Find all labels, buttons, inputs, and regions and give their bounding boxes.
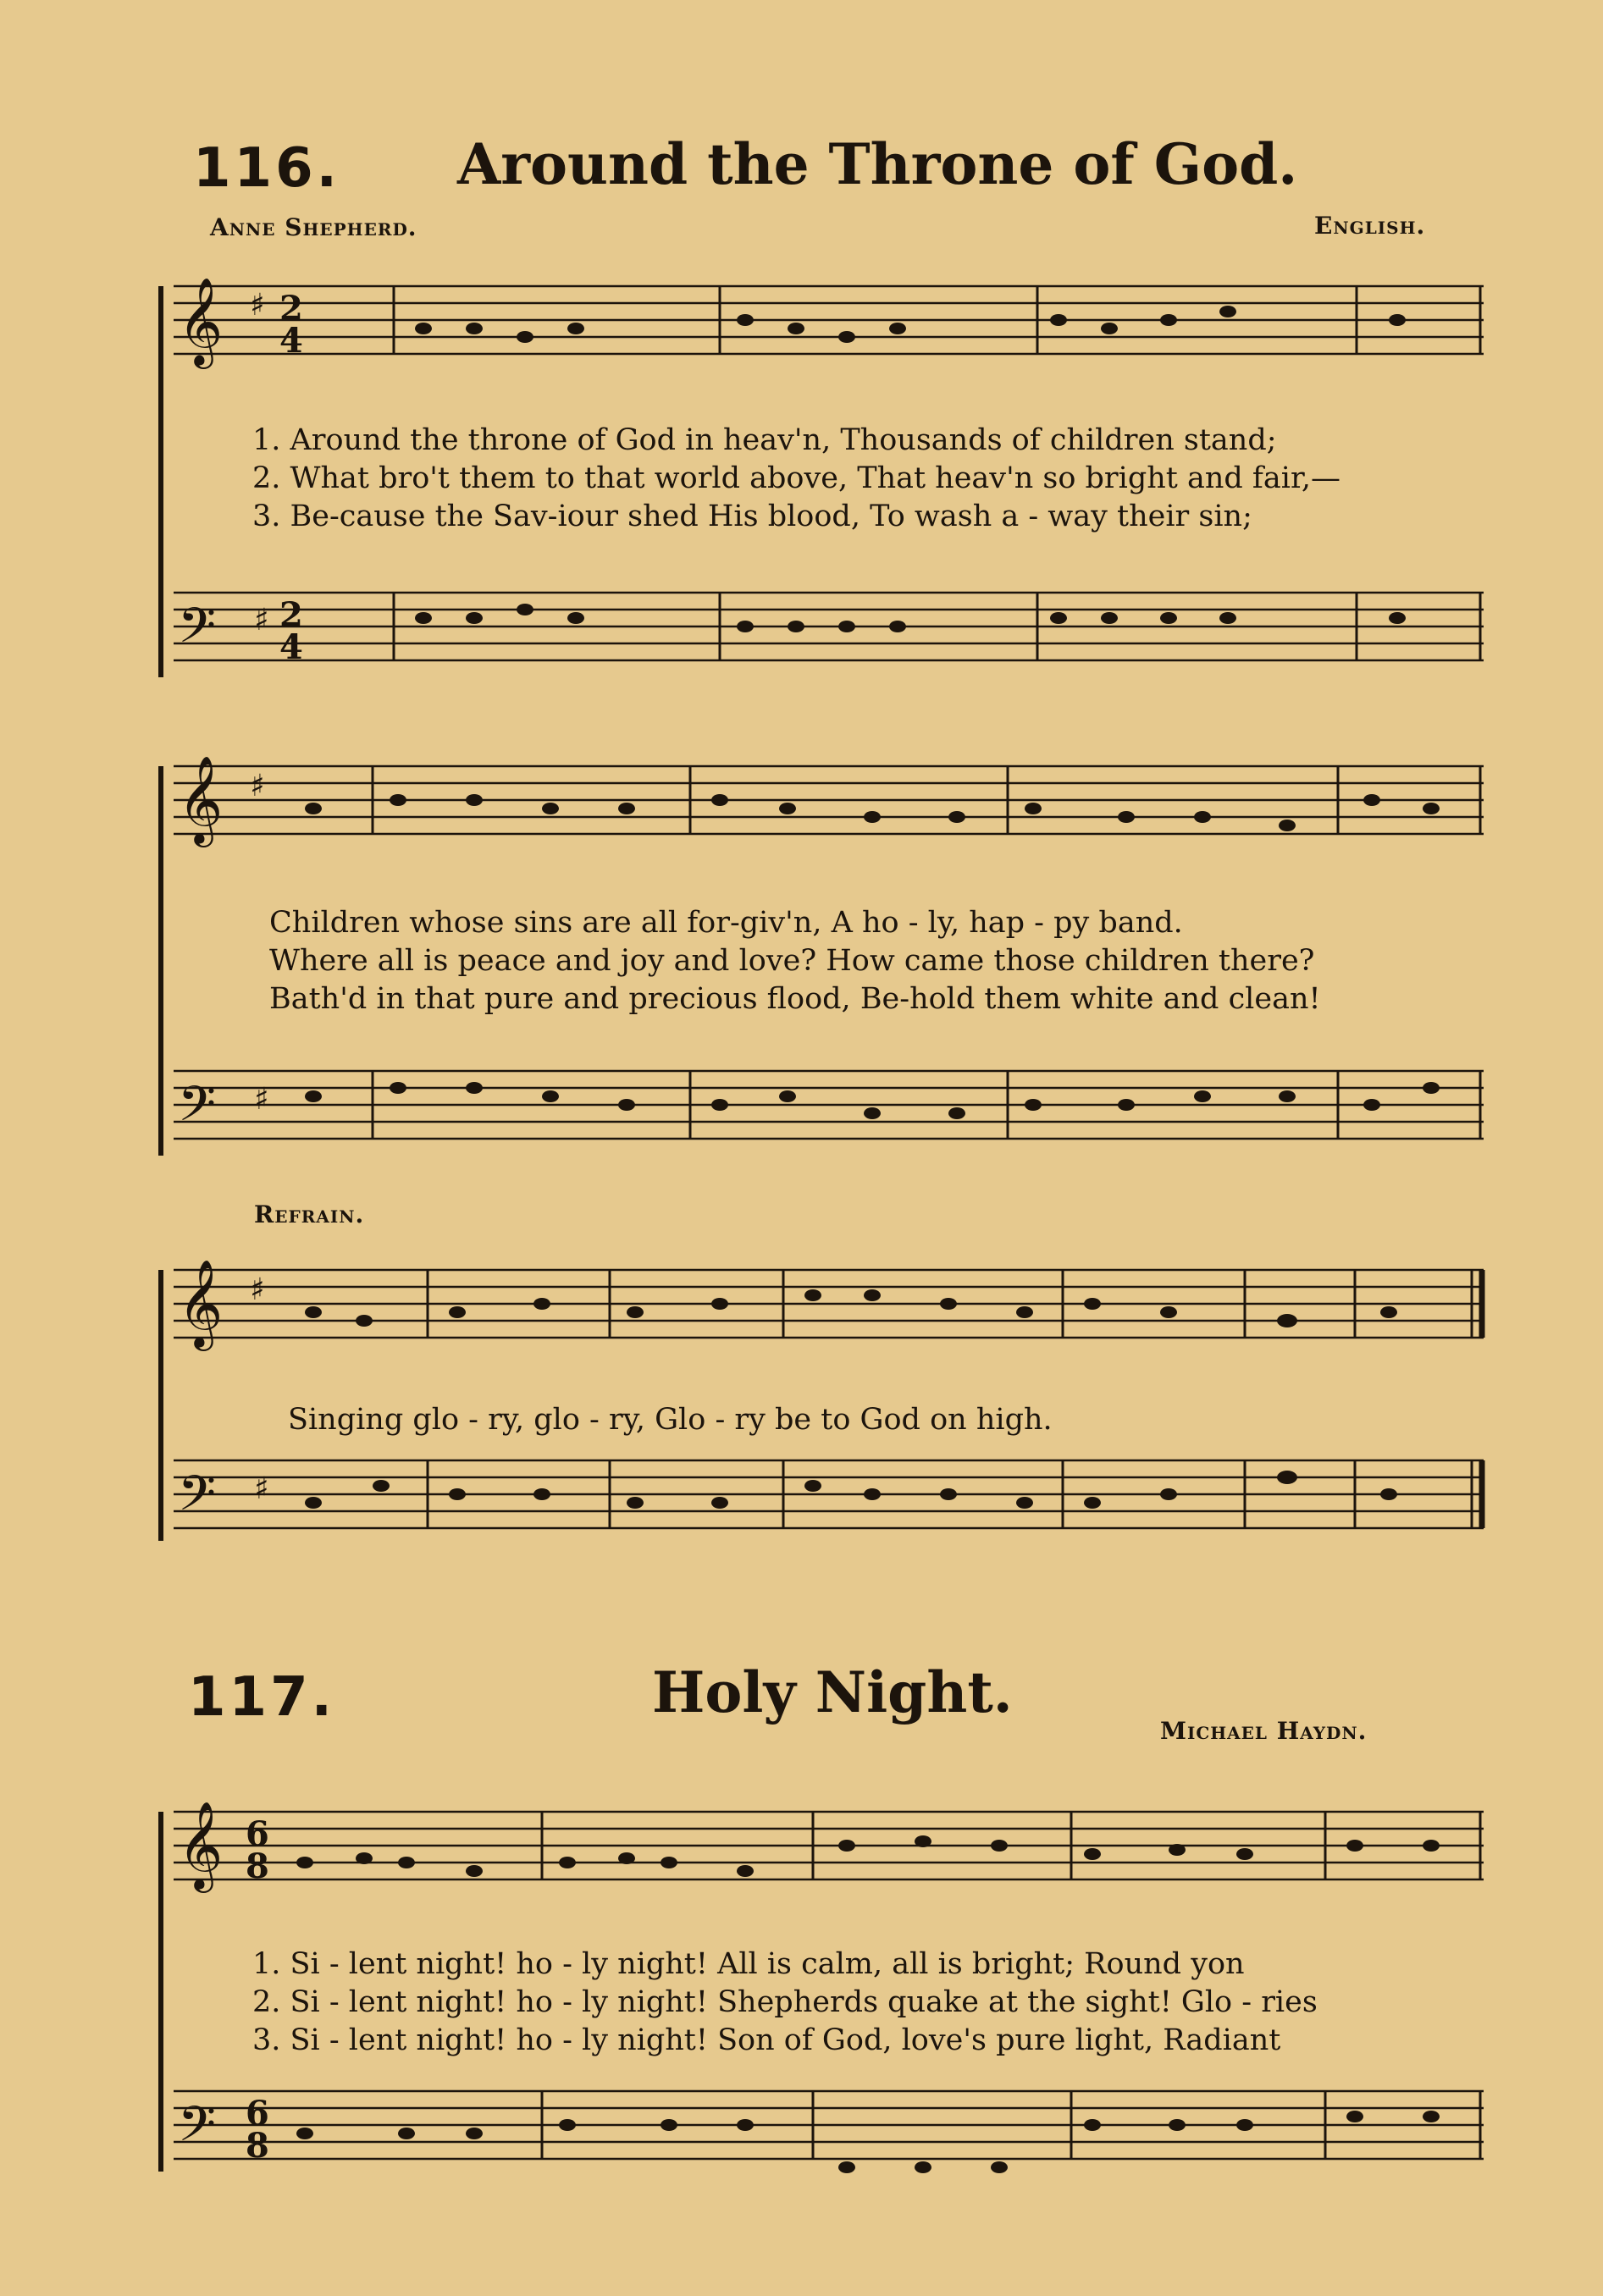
svg-text:♯: ♯: [254, 1081, 269, 1117]
hymn-number: 117.: [188, 1666, 335, 1729]
hymn-title: Around the Throne of God.: [457, 131, 1298, 197]
composer-credit: Michael Haydn.: [1160, 1717, 1368, 1745]
refrain-label: Refrain.: [254, 1200, 365, 1228]
svg-text:2: 2: [279, 595, 303, 635]
svg-text:𝄞: 𝄞: [178, 277, 224, 366]
svg-text:𝄞: 𝄞: [178, 1801, 224, 1890]
verse-line-3b: Bath'd in that pure and precious flood, Be-hold them white and clean!: [269, 982, 1321, 1016]
svg-text:𝄞: 𝄞: [178, 755, 224, 844]
refrain-lyric: Singing glo - ry, glo - ry, Glo - ry be to God on high.: [288, 1403, 1053, 1437]
svg-text:𝄢: 𝄢: [178, 2095, 217, 2165]
svg-text:♯: ♯: [250, 287, 265, 323]
verse-line-2b: Where all is peace and joy and love? How came those children there?: [269, 944, 1315, 978]
svg-text:8: 8: [246, 1846, 269, 1886]
verse-line-1b: Children whose sins are all for-giv'n, A ho - ly, hap - py band.: [269, 906, 1183, 940]
verse-line-2: 2. Si - lent night! ho - ly night! Shepherds quake at the sight! Glo - ries: [252, 1985, 1318, 2019]
verse-line-2a: 2. What bro't them to that world above, That heav'n so bright and fair,—: [252, 461, 1340, 495]
svg-text:4: 4: [279, 627, 303, 667]
svg-text:♯: ♯: [250, 768, 265, 803]
svg-text:2: 2: [279, 289, 303, 328]
verse-line-1a: 1. Around the throne of God in heav'n, Thousands of children stand;: [252, 423, 1277, 457]
svg-text:6: 6: [246, 1814, 269, 1854]
svg-text:4: 4: [279, 321, 303, 361]
svg-text:𝄢: 𝄢: [178, 1465, 217, 1534]
hymn-title: Holy Night.: [652, 1659, 1013, 1725]
author-credit: Anne Shepherd.: [210, 213, 417, 241]
svg-text:𝄞: 𝄞: [178, 1259, 224, 1348]
svg-text:8: 8: [246, 2126, 269, 2166]
svg-text:𝄢: 𝄢: [178, 597, 217, 666]
svg-text:𝄢: 𝄢: [178, 1075, 217, 1145]
tune-credit: English.: [1314, 212, 1426, 240]
svg-text:♯: ♯: [254, 1471, 269, 1506]
verse-line-1: 1. Si - lent night! ho - ly night! All is calm, all is bright; Round yon: [252, 1947, 1245, 1981]
svg-text:♯: ♯: [250, 1272, 265, 1307]
verse-line-3: 3. Si - lent night! ho - ly night! Son of God, love's pure light, Radiant: [252, 2023, 1281, 2057]
verse-line-3a: 3. Be-cause the Sav-iour shed His blood, To wash a - way their sin;: [252, 499, 1252, 533]
hymn-number: 116.: [193, 137, 340, 200]
svg-text:6: 6: [246, 2094, 269, 2133]
svg-text:♯: ♯: [254, 602, 269, 637]
